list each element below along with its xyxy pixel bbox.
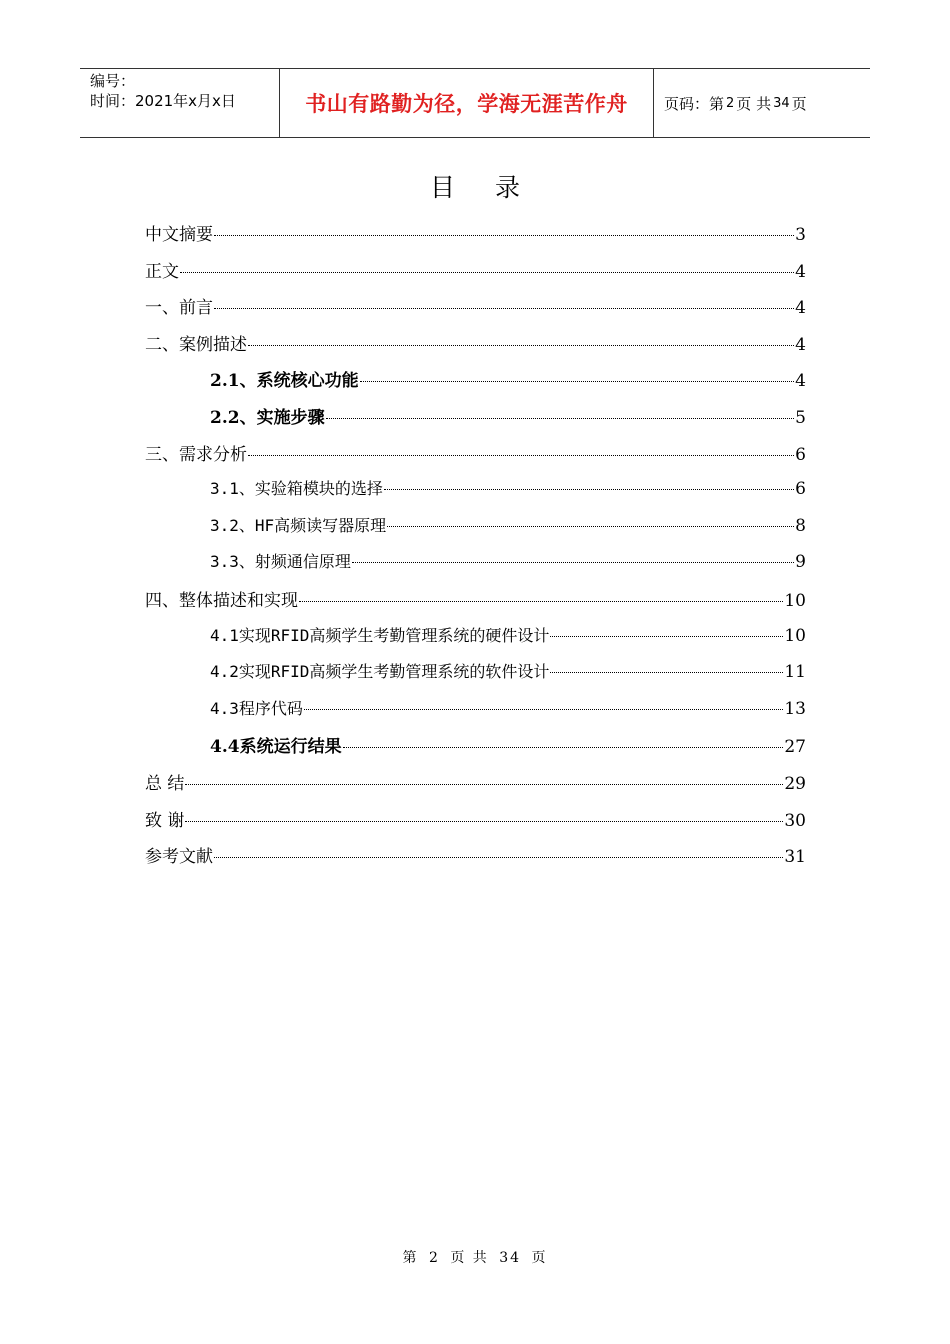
toc-entry-software-design[interactable] xyxy=(145,659,806,696)
toc-entry-page: 29 xyxy=(784,773,806,794)
toc-entry-run-results[interactable] xyxy=(145,732,806,769)
number-label: 编号： xyxy=(90,72,136,90)
toc-entry-page: 4 xyxy=(795,334,806,355)
toc-entry-label: 四、整体描述和实现 xyxy=(145,590,298,611)
footer-current-page: 2 xyxy=(428,1250,440,1266)
toc-leader-dots xyxy=(384,489,794,490)
page-footer xyxy=(0,1247,950,1267)
toc-entry-core-functions[interactable] xyxy=(145,366,806,403)
toc-entry-page: 11 xyxy=(784,662,806,683)
toc-entry-label: 致 谢 xyxy=(145,810,185,831)
toc-entry-label: 一、前言 xyxy=(145,298,213,319)
page-header xyxy=(80,68,870,138)
header-page-total: 34 xyxy=(773,95,790,111)
toc-entry-label: 参考文献 xyxy=(145,847,213,868)
toc-entry-label: 三、需求分析 xyxy=(145,444,247,465)
toc-leader-dots xyxy=(550,636,783,637)
toc-entry-hardware-design[interactable] xyxy=(145,623,806,660)
toc-entry-label: 4.3程序代码 xyxy=(210,698,303,718)
header-page-suffix: 页 xyxy=(791,94,807,113)
toc-entry-hf-reader[interactable] xyxy=(145,513,806,550)
toc-entry-label: 2.1、系统核心功能 xyxy=(210,371,359,392)
toc-entry-references[interactable] xyxy=(145,842,806,879)
header-motto: 书山有路勤为径，学海无涯苦作舟 xyxy=(280,69,654,137)
toc-leader-dots xyxy=(214,857,783,858)
toc-leader-dots xyxy=(360,381,795,382)
toc-entry-program-code[interactable] xyxy=(145,696,806,733)
toc-leader-dots xyxy=(248,345,794,346)
footer-suffix: 页 xyxy=(531,1250,548,1266)
toc-entry-page: 31 xyxy=(784,847,806,868)
toc-entry-case-description[interactable] xyxy=(145,330,806,367)
footer-prefix: 第 xyxy=(402,1250,419,1266)
toc-entry-page: 5 xyxy=(795,407,806,428)
header-page-middle: 页 共 xyxy=(736,94,772,113)
toc-entry-page: 13 xyxy=(784,698,806,719)
toc-leader-dots xyxy=(352,562,794,563)
toc-leader-dots xyxy=(299,601,783,602)
toc-entry-label: 正文 xyxy=(145,261,179,282)
toc-entry-label: 总 结 xyxy=(145,773,185,794)
toc-entry-page: 6 xyxy=(795,479,806,500)
toc-leader-dots xyxy=(550,672,783,673)
footer-total-pages: 34 xyxy=(499,1250,522,1266)
header-page-info xyxy=(654,69,870,137)
toc-leader-dots xyxy=(326,418,795,419)
toc-leader-dots xyxy=(343,747,784,748)
toc-entry-overall-implementation[interactable] xyxy=(145,586,806,623)
toc-entry-page: 10 xyxy=(784,590,806,611)
toc-entry-rf-communication[interactable] xyxy=(145,549,806,586)
toc-entry-label: 4.2实现RFID高频学生考勤管理系统的软件设计 xyxy=(210,662,550,682)
toc-entry-implementation-steps[interactable] xyxy=(145,403,806,440)
toc-entry-label: 3.1、实验箱模块的选择 xyxy=(210,479,383,499)
toc-entry-label: 2.2、实施步骤 xyxy=(210,407,325,428)
toc-entry-page: 4 xyxy=(795,371,806,392)
toc-entry-summary[interactable] xyxy=(145,769,806,806)
toc-entry-label: 3.2、HF高频读写器原理 xyxy=(210,515,387,535)
toc-entry-page: 4 xyxy=(795,261,806,282)
table-of-contents xyxy=(145,220,806,879)
toc-entry-abstract[interactable] xyxy=(145,220,806,257)
toc-entry-page: 30 xyxy=(784,810,806,831)
toc-entry-page: 6 xyxy=(795,444,806,465)
toc-title: 目 录 xyxy=(430,173,536,202)
toc-entry-label: 4.4系统运行结果 xyxy=(210,737,342,758)
toc-entry-label: 二、案例描述 xyxy=(145,334,247,355)
toc-entry-preface[interactable] xyxy=(145,293,806,330)
toc-entry-label: 中文摘要 xyxy=(145,225,213,245)
toc-leader-dots xyxy=(248,455,794,456)
toc-leader-dots xyxy=(304,709,783,710)
toc-entry-module-selection[interactable] xyxy=(145,476,806,513)
toc-entry-label: 4.1实现RFID高频学生考勤管理系统的硬件设计 xyxy=(210,625,550,645)
toc-entry-page: 10 xyxy=(784,625,806,646)
toc-entry-label: 3.3、射频通信原理 xyxy=(210,552,351,572)
toc-entry-main-text[interactable] xyxy=(145,257,806,294)
toc-entry-page: 27 xyxy=(784,737,806,758)
toc-entry-page: 8 xyxy=(795,515,806,536)
toc-entry-page: 4 xyxy=(795,298,806,319)
toc-entry-requirements[interactable] xyxy=(145,440,806,477)
toc-leader-dots xyxy=(185,821,783,822)
toc-leader-dots xyxy=(185,784,783,785)
toc-entry-page: 3 xyxy=(795,225,806,245)
toc-entry-acknowledgements[interactable] xyxy=(145,806,806,843)
header-meta xyxy=(80,69,280,137)
toc-leader-dots xyxy=(387,526,794,527)
header-page-prefix: 页码：第 xyxy=(664,94,725,113)
toc-leader-dots xyxy=(180,272,794,273)
time-label: 时间：2021年x月x日 xyxy=(90,92,236,110)
toc-entry-page: 9 xyxy=(795,552,806,573)
toc-leader-dots xyxy=(214,235,794,236)
footer-middle: 页 共 xyxy=(450,1250,489,1266)
toc-leader-dots xyxy=(214,308,794,309)
header-page-current: 2 xyxy=(726,95,735,111)
